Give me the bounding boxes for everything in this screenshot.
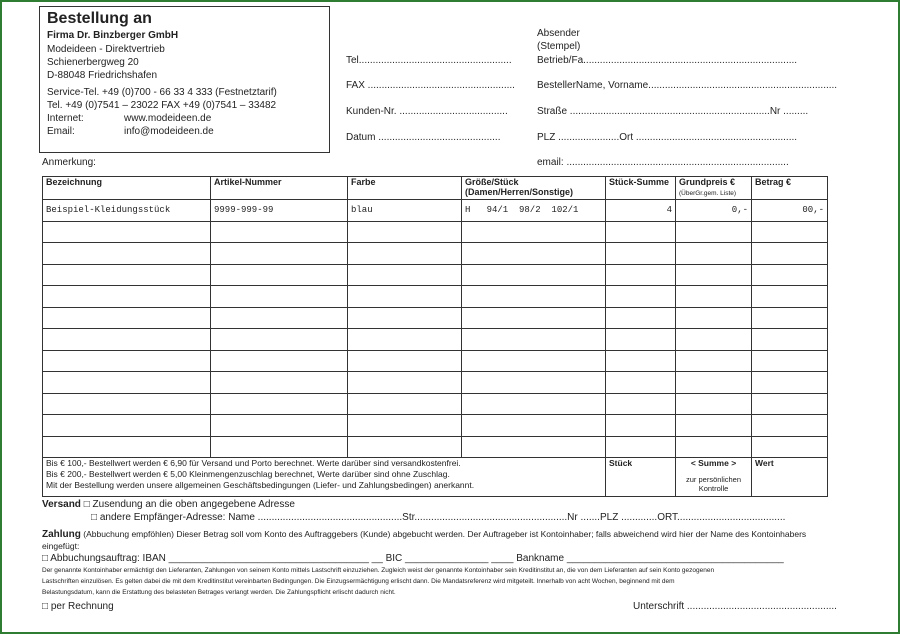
phone-fax: Tel. +49 (0)7541 – 23022 FAX +49 (0)7541 – 33482 (47, 100, 277, 111)
shipping-notes (43, 458, 606, 497)
table-cell[interactable] (606, 221, 676, 243)
table-cell[interactable] (752, 243, 828, 265)
table-cell[interactable] (348, 436, 462, 458)
orderer-name-field[interactable]: BestellerName, Vorname.................................................................... (537, 80, 838, 91)
sum-note: zur persönlichen Kontrolle (685, 475, 742, 493)
row-article-cell[interactable]: 9999-999-99 (211, 200, 348, 222)
row-size-cell[interactable]: H 94/1 98/2 102/1 (462, 200, 606, 222)
table-cell[interactable] (676, 307, 752, 329)
table-cell[interactable] (211, 264, 348, 286)
shipping-note-2: Bis € 200,- Bestellwert werden € 5,00 Kleinmengenzuschlag berechnet, Werte darüber sind ohne Zuschlag. (46, 469, 450, 479)
table-cell[interactable] (752, 350, 828, 372)
table-cell[interactable] (211, 415, 348, 437)
table-row (43, 372, 828, 394)
table-cell[interactable] (606, 393, 676, 415)
table-cell[interactable] (676, 415, 752, 437)
company-city: D-88048 Friedrichshafen (47, 70, 158, 81)
row-description-cell[interactable]: Beispiel-Kleidungsstück (43, 200, 211, 222)
table-cell[interactable] (676, 350, 752, 372)
terms-note: Mit der Bestellung werden unsere allgemeinen Geschäftsbedingungen (Liefer- und Zahlungsbedingen) anerkannt. (46, 480, 475, 490)
shipping-label: Versand (42, 499, 81, 510)
table-cell[interactable] (462, 436, 606, 458)
company-street: Schienerbergweg 20 (47, 57, 139, 68)
company-line1: Modeideen - Direktvertrieb (47, 44, 165, 55)
table-cell[interactable] (676, 286, 752, 308)
table-cell[interactable] (462, 350, 606, 372)
table-row (43, 415, 828, 437)
col-header-description: Bezeichnung (43, 177, 211, 200)
table-cell[interactable] (462, 329, 606, 351)
customer-number-field[interactable]: Kunden-Nr. ....................................... (346, 106, 508, 117)
row-quantity-cell[interactable]: 4 (606, 200, 676, 222)
col-header-color: Farbe (348, 177, 462, 200)
zip-city-field[interactable]: PLZ ......................Ort .......................................................... (537, 132, 798, 143)
col-header-amount: Betrag € (752, 177, 828, 200)
street-field[interactable]: Straße ........................................................................Nr ......... (537, 106, 809, 117)
table-cell[interactable] (606, 264, 676, 286)
table-cell[interactable] (606, 436, 676, 458)
table-cell[interactable] (752, 329, 828, 351)
payment-section (42, 529, 806, 540)
table-cell[interactable] (43, 350, 211, 372)
sender-label: Absender (537, 28, 580, 39)
table-cell[interactable] (211, 329, 348, 351)
total-quantity-cell[interactable]: Stück (606, 458, 676, 497)
table-cell[interactable] (211, 286, 348, 308)
table-cell[interactable] (348, 329, 462, 351)
col-header-article-number: Artikel-Nummer (211, 177, 348, 200)
shipping-note-1: Bis € 100,- Bestellwert werden € 6,90 für Versand und Porto berechnet. Werte darüber sind versandkostenfrei. (46, 458, 461, 468)
payment-inserted: eingefügt: (42, 541, 80, 551)
shipping-option-default[interactable]: □ Zusendung an die oben angegebene Adresse (83, 499, 295, 510)
table-cell[interactable] (462, 307, 606, 329)
table-cell[interactable] (43, 329, 211, 351)
table-cell[interactable] (752, 372, 828, 394)
table-cell[interactable] (462, 243, 606, 265)
size-header-sub: (Damen/Herren/Sonstige) (465, 187, 574, 197)
table-cell[interactable] (43, 221, 211, 243)
internet-label: Internet: (47, 113, 84, 124)
table-row (43, 307, 828, 329)
mandate-text-1: Der genannte Kontoinhaber ermächtigt den Lieferanten, Zahlungen von seinem Konto mittels Lastschrift einzuziehen. Zugleich weist der genannte Kontoinhaber sein Kreditinstitut an, die von dem Lieferanten auf sein Konto gezogenen (42, 567, 715, 574)
table-cell[interactable] (43, 393, 211, 415)
stamp-label: (Stempel) (537, 41, 581, 52)
company-field[interactable]: Betrieb/Fa............................................................................. (537, 55, 798, 66)
size-header-label: Größe/Stück (465, 177, 519, 187)
mandate-text-3: Belastungsdatum, kann die Erstattung des belasteten Betrages verlangt werden. Die Zahlungspflicht erlischt dadurch nicht. (42, 589, 396, 596)
company-name: Firma Dr. Binzberger GmbH (47, 30, 179, 41)
unit-price-sub: (ÜberGr.gem. Liste) (679, 190, 737, 197)
table-cell[interactable] (211, 221, 348, 243)
row-unit-price-cell[interactable]: 0,- (676, 200, 752, 222)
table-cell[interactable] (676, 243, 752, 265)
table-row (43, 264, 828, 286)
table-cell[interactable] (676, 221, 752, 243)
payment-intro: (Abbuchung empföhlen) Dieser Betrag soll vom Konto des Auftraggebers (Kunde) abgebucht werden. Der Auftrageber ist Kontoinhaber; falls abweichend wird hier der Name des Kontoinhabers (80, 529, 807, 539)
table-cell[interactable] (43, 307, 211, 329)
col-header-size (462, 177, 606, 200)
table-cell[interactable] (606, 286, 676, 308)
total-sum-cell[interactable] (676, 458, 752, 497)
date-field[interactable]: Datum ............................................ (346, 132, 501, 143)
table-cell[interactable] (348, 415, 462, 437)
total-value-cell[interactable]: Wert (752, 458, 828, 497)
table-cell[interactable] (348, 393, 462, 415)
table-cell[interactable] (676, 264, 752, 286)
table-cell[interactable] (211, 307, 348, 329)
fax-field[interactable]: FAX ..................................................... (346, 80, 515, 91)
email-link[interactable]: info@modeideen.de (124, 126, 214, 137)
col-header-quantity: Stück-Summe (606, 177, 676, 200)
table-cell[interactable] (211, 350, 348, 372)
table-cell[interactable] (43, 286, 211, 308)
table-row (43, 393, 828, 415)
direct-debit-option[interactable]: □ Abbuchungsauftrag: IBAN ____________________________________ __ BIC _______________ ____ Bankname _______________________________________ (42, 553, 784, 564)
table-cell[interactable] (752, 393, 828, 415)
payment-label: Zahlung (42, 529, 81, 540)
table-cell[interactable] (752, 286, 828, 308)
table-row (43, 221, 828, 243)
table-row (43, 200, 828, 222)
email-field[interactable]: email: ................................................................................ (537, 157, 789, 168)
table-cell[interactable] (348, 372, 462, 394)
table-row (43, 243, 828, 265)
table-cell[interactable] (348, 307, 462, 329)
unit-price-label: Grundpreis € (679, 177, 736, 187)
invoice-option[interactable]: □ per Rechnung (42, 601, 114, 612)
table-cell[interactable] (752, 436, 828, 458)
table-row (43, 350, 828, 372)
table-cell[interactable] (462, 372, 606, 394)
table-header-row (43, 177, 828, 200)
table-cell[interactable] (752, 264, 828, 286)
col-header-unit-price (676, 177, 752, 200)
table-cell[interactable] (752, 307, 828, 329)
internet-link[interactable]: www.modeideen.de (124, 113, 212, 124)
email-label: Email: (47, 126, 75, 137)
table-cell[interactable] (606, 350, 676, 372)
table-cell[interactable] (43, 372, 211, 394)
table-cell[interactable] (211, 372, 348, 394)
table-cell[interactable] (43, 436, 211, 458)
table-cell[interactable] (43, 415, 211, 437)
table-cell[interactable] (752, 415, 828, 437)
table-cell[interactable] (43, 243, 211, 265)
order-table (42, 176, 828, 497)
table-cell[interactable] (462, 393, 606, 415)
mandate-text-2: Lastschriften einzulösen. Es gelten dabei die mit dem Kreditinstitut vereinbarten Bedingungen. Die Einzugsermächtigung erlischt dann. Die Mandatsreferenz wird mitgeteilt. Innerhalb von acht Wochen, beginnend mit dem (42, 578, 675, 585)
table-cell[interactable] (676, 393, 752, 415)
table-cell[interactable] (348, 221, 462, 243)
table-footer-row (43, 458, 828, 497)
table-cell[interactable] (606, 329, 676, 351)
table-cell[interactable] (676, 372, 752, 394)
table-cell[interactable] (462, 286, 606, 308)
shipping-section (42, 499, 295, 510)
table-cell[interactable] (348, 286, 462, 308)
row-color-cell[interactable]: blau (348, 200, 462, 222)
table-cell[interactable] (606, 243, 676, 265)
table-cell[interactable] (462, 221, 606, 243)
table-cell[interactable] (462, 264, 606, 286)
table-cell[interactable] (348, 243, 462, 265)
remark-label: Anmerkung: (42, 157, 96, 168)
table-cell[interactable] (462, 415, 606, 437)
table-row (43, 436, 828, 458)
table-cell[interactable] (348, 264, 462, 286)
row-amount-cell[interactable]: 00,- (752, 200, 828, 222)
table-cell[interactable] (348, 350, 462, 372)
table-row (43, 286, 828, 308)
table-cell[interactable] (606, 415, 676, 437)
table-cell[interactable] (211, 436, 348, 458)
table-cell[interactable] (606, 307, 676, 329)
shipping-option-other-address[interactable]: □ andere Empfänger-Adresse: Name ....................................................Str.......................................................Nr .......PLZ .............ORT....................................... (91, 512, 786, 523)
service-phone: Service-Tel. +49 (0)700 - 66 33 4 333 (Festnetztarif) (47, 87, 277, 98)
signature-field[interactable]: Unterschrift ...................................................... (633, 601, 837, 612)
table-cell[interactable] (676, 329, 752, 351)
sum-label: < Summe > (690, 458, 737, 468)
table-cell[interactable] (211, 243, 348, 265)
table-cell[interactable] (211, 393, 348, 415)
tel-field[interactable]: Tel....................................................... (346, 55, 512, 66)
table-cell[interactable] (752, 221, 828, 243)
table-cell[interactable] (676, 436, 752, 458)
table-cell[interactable] (606, 372, 676, 394)
table-cell[interactable] (43, 264, 211, 286)
order-title: Bestellung an (47, 10, 152, 27)
table-row (43, 329, 828, 351)
